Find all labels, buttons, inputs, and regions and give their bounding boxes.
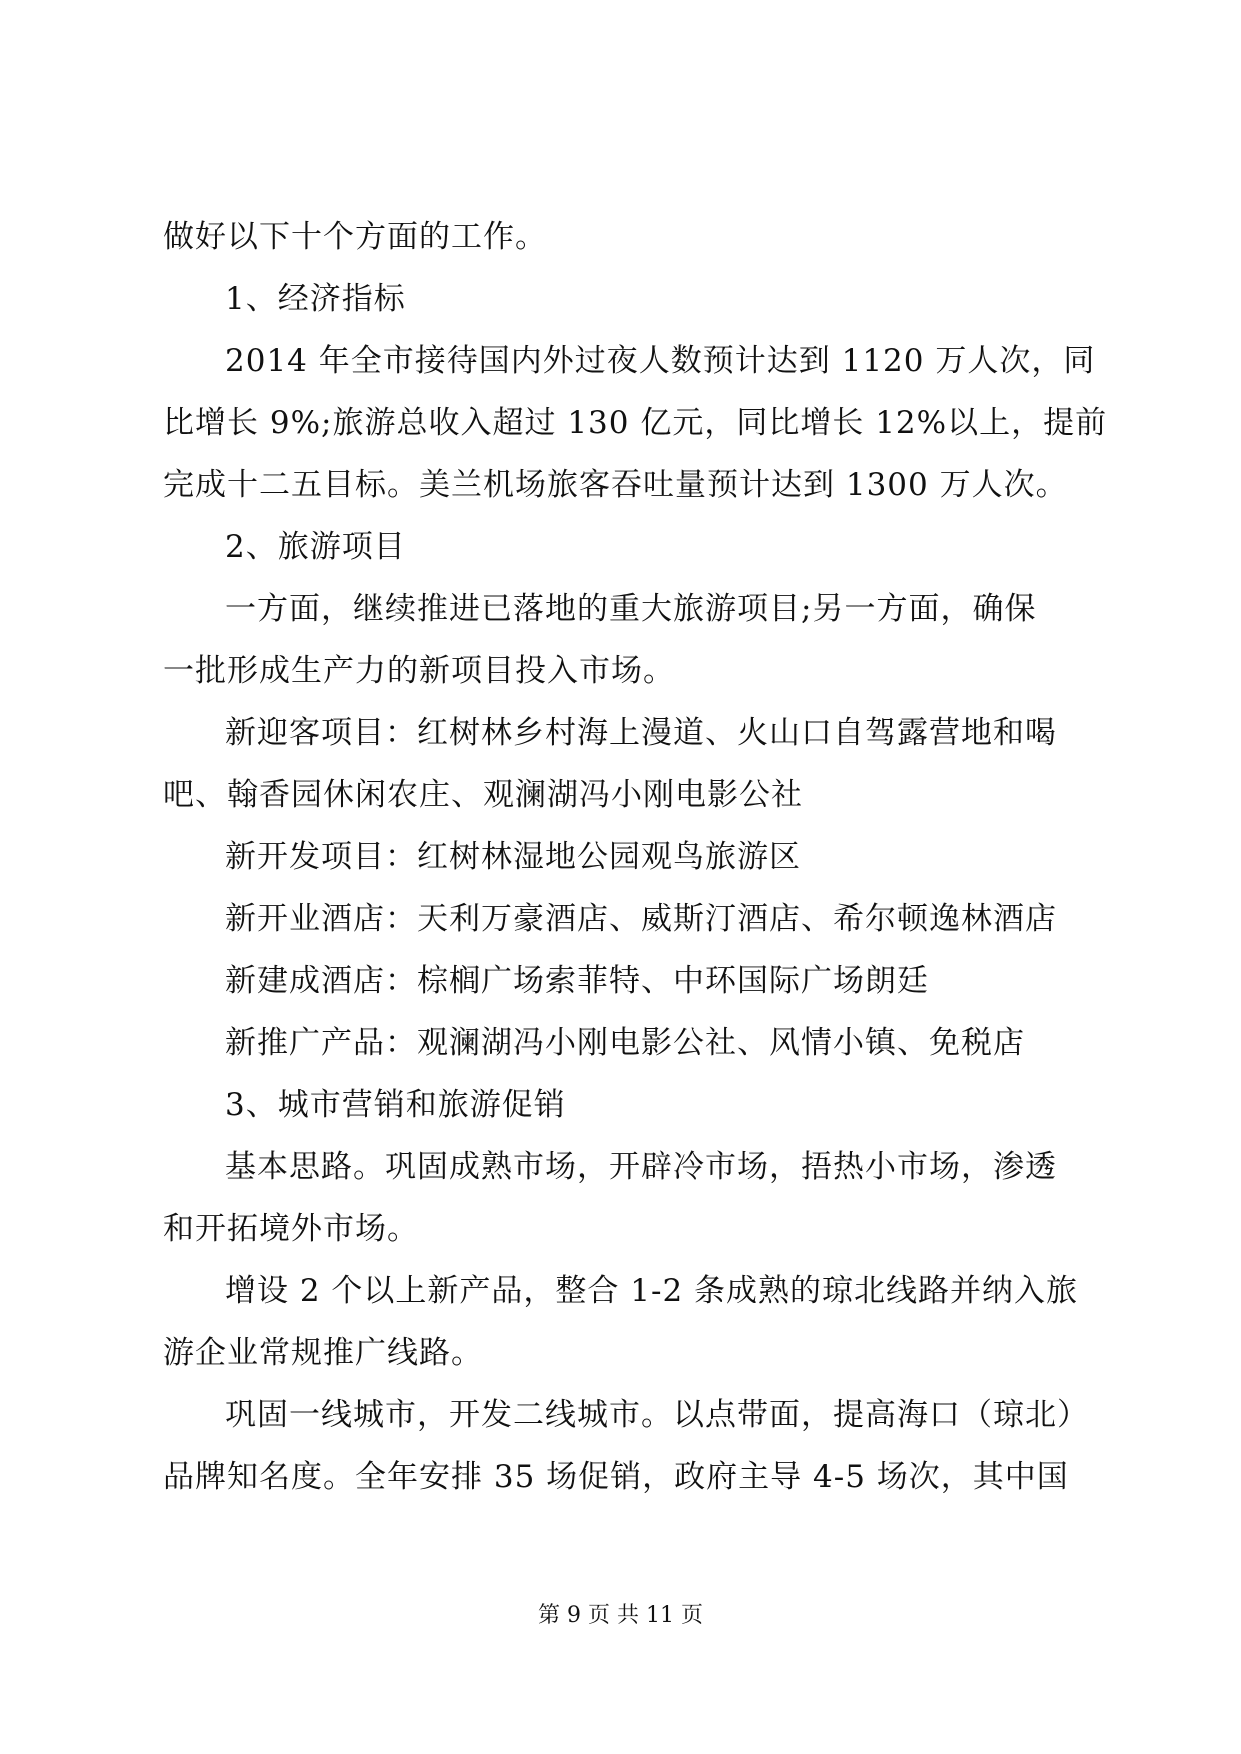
- text-line: 基本思路。巩固成熟市场，开辟冷市场，捂热小市场，渗透: [225, 1149, 1057, 1185]
- document-body: [163, 206, 1108, 1508]
- text-line: 品牌知名度。全年安排 35 场促销，政府主导 4-5 场次，其中国: [163, 1459, 1069, 1495]
- text-line: 比增长 9%;旅游总收入超过 130 亿元，同比增长 12%以上，提前: [163, 405, 1108, 441]
- text-line: 巩固一线城市，开发二线城市。以点带面，提高海口（琼北）: [225, 1397, 1089, 1433]
- text-line: 一批形成生产力的新项目投入市场。: [163, 653, 675, 689]
- text-line: 和开拓境外市场。: [163, 1211, 419, 1247]
- text-line: 新迎客项目：红树林乡村海上漫道、火山口自驾露营地和喝: [225, 715, 1057, 751]
- text-line: 增设 2 个以上新产品，整合 1-2 条成熟的琼北线路并纳入旅: [225, 1273, 1079, 1309]
- text-line: 一方面，继续推进已落地的重大旅游项目;另一方面，确保: [225, 591, 1037, 627]
- text-line: 吧、翰香园休闲农庄、观澜湖冯小刚电影公社: [163, 777, 803, 813]
- text-line: 做好以下十个方面的工作。: [163, 219, 547, 255]
- text-line: 新开发项目：红树林湿地公园观鸟旅游区: [225, 839, 801, 875]
- text-line: 2014 年全市接待国内外过夜人数预计达到 1120 万人次，同: [225, 343, 1096, 379]
- section-heading: 2、旅游项目: [225, 529, 406, 565]
- section-heading: 3、城市营销和旅游促销: [225, 1087, 566, 1123]
- page-footer: 第 9 页 共 11 页: [538, 1603, 703, 1628]
- text-line: 新建成酒店：棕榈广场索菲特、中环国际广场朗廷: [225, 963, 929, 999]
- text-line: 游企业常规推广线路。: [163, 1335, 483, 1371]
- text-line: 新开业酒店：天利万豪酒店、威斯汀酒店、希尔顿逸林酒店: [225, 901, 1057, 937]
- text-line: 完成十二五目标。美兰机场旅客吞吐量预计达到 1300 万人次。: [163, 467, 1068, 503]
- text-line: 新推广产品：观澜湖冯小刚电影公社、风情小镇、免税店: [225, 1025, 1025, 1061]
- section-heading: 1、经济指标: [225, 281, 406, 317]
